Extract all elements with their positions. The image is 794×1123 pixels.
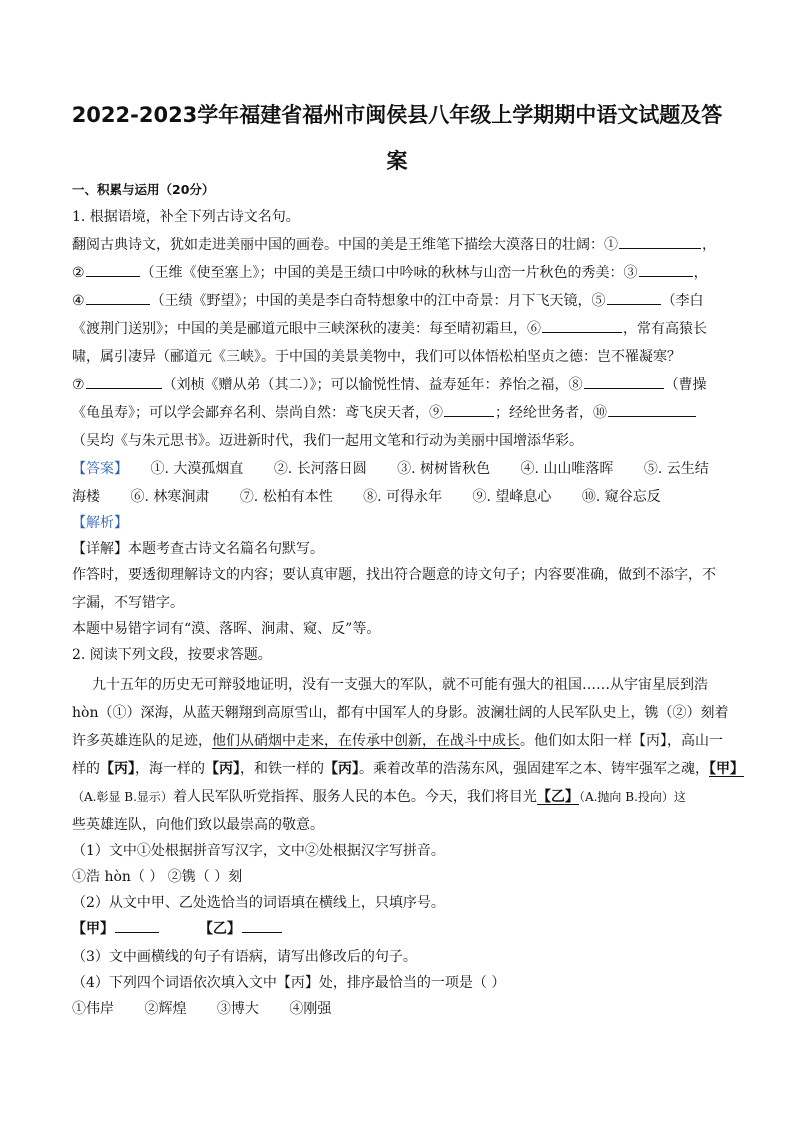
- document-title: [60, 92, 734, 184]
- q2-text-line: [72, 758, 744, 778]
- option-text: （A.彰显 B.显示）: [72, 790, 173, 804]
- text: 样的: [72, 761, 100, 777]
- text: （李白: [661, 293, 704, 309]
- bracket-marker: 【丙】: [100, 761, 135, 777]
- text: ，常有高猿长: [623, 321, 707, 337]
- question-2-stem: 2. 阅读下列文段，按要求答题。: [72, 647, 272, 663]
- sub-question-options: [72, 998, 331, 1018]
- underlined-sentence: 他们从硝烟中走来，在传承中创新，在战斗中成长: [212, 733, 520, 749]
- answer-line: [72, 486, 661, 506]
- answer-item: ⑨. 望峰息心: [472, 489, 552, 505]
- answer-item: ⑦. 松柏有本性: [239, 489, 333, 505]
- q2-text-line: 九十五年的历史无可辩驳地证明，没有一支强大的军队，就不可能有强大的祖国……从宇宙星辰到浩: [92, 677, 708, 693]
- detail-line: 本题中易错字词有“漠、落晖、涧肃、窥、反”等。: [72, 621, 381, 637]
- text: 。他们如太阳一样【丙】，高山一: [520, 733, 723, 749]
- q1-passage-line: [72, 234, 716, 254]
- q1-passage-line: 啸，属引凄异（郦道元《三峡》。于中国的美景美物中，我们可以体悟松柏坚贞之德：岂不罹凝寒？: [72, 349, 681, 365]
- text: ，: [702, 237, 716, 253]
- bracket-marker: 【丙】: [324, 761, 359, 777]
- q2-text-line: 些英雄连队，向他们致以最崇高的敬意。: [72, 817, 324, 833]
- q1-passage-line: [72, 262, 708, 282]
- q2-text-line: [72, 786, 686, 806]
- answer-blank[interactable]: [115, 918, 159, 933]
- answer-blank[interactable]: [242, 918, 282, 933]
- answer-blank[interactable]: [444, 402, 494, 417]
- option-item: ③博大: [216, 1001, 259, 1017]
- sub-question: （4）下列四个词语依次填入文中【丙】处，排序最恰当的一项是（ ）: [72, 975, 506, 991]
- sub-question: （2）从文中甲、乙处选恰当的词语填在横线上，只填序号。: [72, 895, 445, 911]
- answer-item: ②. 长河落日圆: [273, 461, 367, 477]
- detail-line: 字漏，不写错字。: [72, 595, 184, 611]
- option-item: ①伟岸: [72, 1001, 114, 1017]
- q1-passage-line: （吴均《与朱元思书》。迈进新时代，我们一起用文笔和行动为美丽中国增添华彩。: [72, 433, 583, 449]
- sub-question: （1）文中①处根据拼音写汉字，文中②处根据汉字写拼音。: [72, 843, 445, 859]
- text: ，: [693, 265, 708, 281]
- answer-item: ④. 山山唯落晖: [520, 461, 614, 477]
- text: （王绩《野望》；中国的美是李白奇特想象中的江中奇景：月下飞天镜，⑤: [150, 293, 606, 309]
- q2-text-line: hòn（①）深海，从蓝天翱翔到高原雪山，都有中国军人的身影。波澜壮阔的人民军队史上，镌（②）刻着: [72, 705, 729, 721]
- text: 许多英雄连队的足迹，: [72, 733, 212, 749]
- text: ，和铁一样的: [240, 761, 324, 777]
- title-line-2: 案: [386, 149, 408, 173]
- text: 着人民军队听党指挥、服务人民的本色。今天，我们将目光: [172, 789, 537, 805]
- text: （王维《使至塞上》；中国的美是王绩口中吟咏的秋林与山峦一片秋色的秀美：③: [140, 265, 638, 281]
- section-heading: 一、积累与运用（20分）: [72, 182, 215, 197]
- title-line-1: 2022-2023学年福建省福州市闽侯县八年级上学期期中语文试题及答: [71, 103, 723, 127]
- text: ，海一样的: [135, 761, 205, 777]
- text: 《渡荆门送别》；中国的美是郦道元眼中三峡深秋的凄美：每至晴初霜旦，⑥: [72, 321, 541, 337]
- answer-item: ③. 树树皆秋色: [397, 461, 491, 477]
- detail-line: 作答时，要透彻理解诗文的内容；要认真审题，找出符合题意的诗文句子；内容要准确，做到不添字，不: [72, 567, 716, 583]
- bracket-marker: 【乙】: [536, 789, 579, 805]
- answer-blank[interactable]: [639, 262, 693, 277]
- answer-item: 海楼: [72, 489, 100, 505]
- answer-item: ⑩. 窥谷忘反: [581, 489, 661, 505]
- text: ④: [72, 293, 85, 309]
- answer-line: [72, 458, 709, 478]
- sub-question-blanks: [72, 918, 283, 938]
- option-text: （A.抛向 B.投向）这: [578, 790, 686, 804]
- answer-tag: 【答案】: [72, 461, 128, 477]
- answer-blank[interactable]: [607, 290, 661, 305]
- question-1-stem: 1. 根据语境，补全下列古诗文名句。: [72, 209, 300, 225]
- detail-line: 【详解】本题考查古诗文名篇名句默写。: [72, 541, 324, 557]
- text: 《龟虽寿》；可以学会鄙弃名利、崇尚自然：鸢飞戾天者，⑨: [72, 405, 443, 421]
- bracket-marker: 【甲】: [72, 921, 114, 937]
- answer-blank[interactable]: [86, 262, 140, 277]
- text: （刘桢《赠从弟（其二）》；可以愉悦性情、益寿延年：养怡之福，⑧: [162, 377, 583, 393]
- analysis-tag: 【解析】: [72, 515, 128, 531]
- answer-blank[interactable]: [86, 290, 150, 305]
- answer-blank[interactable]: [619, 234, 701, 249]
- text: ⑦: [72, 377, 85, 393]
- answer-item: ⑥. 林寒涧肃: [130, 489, 210, 505]
- answer-blank[interactable]: [608, 402, 696, 417]
- bracket-marker: 【甲】: [709, 761, 744, 777]
- option-item: ④刚强: [289, 1001, 332, 1017]
- answer-blank[interactable]: [584, 374, 664, 389]
- bracket-marker: 【丙】: [205, 761, 240, 777]
- answer-blank[interactable]: [86, 374, 162, 389]
- sub-question: （3）文中画横线的句子有语病，请写出修改后的句子。: [72, 949, 417, 965]
- answer-item: ①. 大漠孤烟直: [150, 461, 244, 477]
- q1-passage-line: [72, 318, 707, 338]
- answer-item: ⑧. 可得永年: [363, 489, 443, 505]
- q1-passage-line: [72, 290, 704, 310]
- text: 翻阅古典诗文，犹如走进美丽中国的画卷。中国的美是王维笔下描绘大漠落日的壮阔：①: [72, 237, 618, 253]
- answer-item: ⑤. 云生结: [643, 461, 709, 477]
- q1-passage-line: [72, 402, 697, 422]
- text: （曹操: [664, 377, 707, 393]
- text: ②: [72, 265, 85, 281]
- q2-text-line: [72, 730, 723, 750]
- option-item: ②辉煌: [144, 1001, 187, 1017]
- answer-blank[interactable]: [542, 318, 622, 333]
- sub-question-options: ①浩 hòn（ ） ②镌（ ）刻: [72, 869, 243, 885]
- q1-passage-line: [72, 374, 707, 394]
- bracket-marker: 【乙】: [198, 921, 241, 937]
- text: 。乘着改革的浩荡东风，强固建军之本、铸牢强军之魂，: [359, 761, 709, 777]
- text: ；经纶世务者，⑩: [495, 405, 607, 421]
